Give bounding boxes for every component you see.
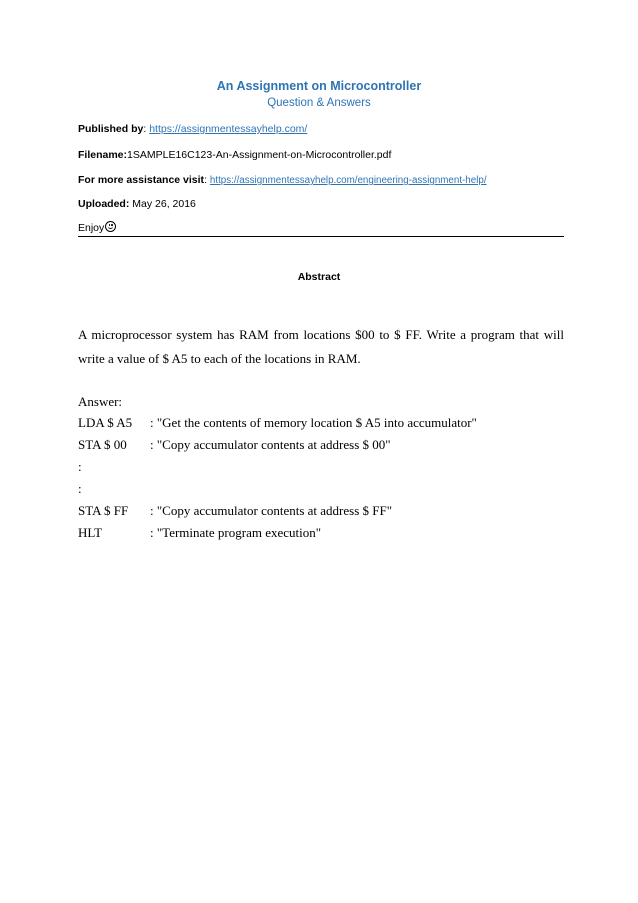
header-divider [78, 236, 564, 237]
uploaded-label: Uploaded: [78, 198, 130, 210]
filename-line [78, 149, 391, 161]
filename-label: Filename: [78, 149, 128, 161]
colon-separator: : [204, 174, 210, 186]
filename-value: 1SAMPLE16C123-An-Assignment-on-Microcontroller.pdf [127, 149, 392, 161]
document-subtitle: Question & Answers [267, 97, 371, 109]
code-comment: : "Terminate program execution" [150, 525, 322, 540]
published-by-line [78, 123, 307, 135]
code-instruction: : [78, 459, 82, 474]
published-by-link[interactable]: https://assignmentessayhelp.com/ [149, 123, 308, 135]
code-comment: : "Copy accumulator contents at address $ FF" [150, 503, 393, 518]
code-instruction: : [78, 481, 82, 496]
uploaded-value: May 26, 2016 [132, 198, 196, 210]
enjoy-text: Enjoy [78, 222, 105, 234]
code-row [78, 481, 150, 497]
abstract-heading: Abstract [297, 271, 341, 283]
code-comment: : "Copy accumulator contents at address $ 00" [150, 437, 391, 452]
code-row [78, 415, 477, 431]
document-title: An Assignment on Microcontroller [216, 79, 422, 93]
code-instruction: LDA $ A5 [78, 415, 133, 430]
colon-separator: : [143, 123, 150, 135]
answer-label: Answer: [78, 394, 123, 409]
code-row [78, 503, 392, 519]
enjoy-line [78, 221, 116, 234]
code-instruction: STA $ 00 [78, 437, 127, 452]
code-instruction: STA $ FF [78, 503, 129, 518]
assistance-line [78, 174, 487, 186]
uploaded-line [78, 198, 196, 210]
code-row [78, 525, 321, 541]
question-paragraph: A microprocessor system has RAM from locations $00 to $ FF. Write a program that will write a value of $ A5 to each of the locations in RAM. [78, 327, 564, 366]
code-comment: : "Get the contents of memory location $ A5 into accumulator" [150, 415, 477, 430]
published-by-label: Published by [78, 123, 144, 135]
code-instruction: HLT [78, 525, 103, 540]
smiley-icon [105, 221, 116, 232]
code-row [78, 459, 150, 475]
code-row [78, 437, 391, 453]
assistance-label: For more assistance visit [78, 174, 205, 186]
assistance-link[interactable]: https://assignmentessayhelp.com/engineering-assignment-help/ [209, 175, 487, 186]
